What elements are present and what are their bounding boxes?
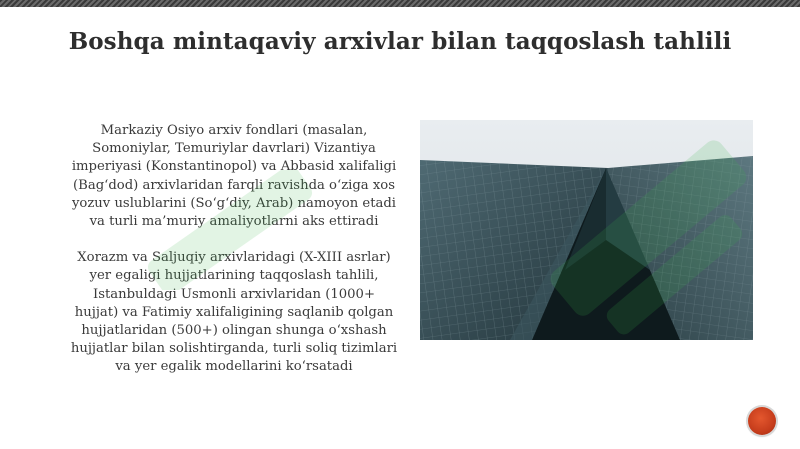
top-decorative-bar (0, 0, 800, 7)
next-slide-button[interactable] (748, 407, 776, 435)
skyscraper-photo (420, 120, 753, 340)
paragraph-2: Xorazm va Saljuqiy arxivlaridagi (X-XIII asrlar) yer egaligi hujjatlarining taqqoslash tahlili, Istanbuldagi Usmonli arxivlaridan (1000+ hujjat) va Fatimiy xalifaligining saqlanib qolgan hujjatlaridan (500+) olingan shunga o‘xshash hujjatlar bilan solishtirganda, turli soliq tizimlari va yer egalik modellarini ko‘rsatadi (70, 250, 398, 375)
slide-title: Boshqa mintaqaviy arxivlar bilan taqqoslash tahlili (68, 28, 732, 55)
paragraph-1: Markaziy Osiyo arxiv fondlari (masalan, Somoniylar, Temuriylar davrlari) Vizantiya imperiyasi (Konstantinopol) va Abbasid xalifaligi (Bag‘dod) arxivlaridan farqli ravishda o‘ziga xos yozuv uslublarini (So‘g‘diy, Arab) namoyon etadi va turli ma’muriy amaliyotlarni aks ettiradi (71, 123, 397, 230)
slide-body (70, 122, 398, 395)
